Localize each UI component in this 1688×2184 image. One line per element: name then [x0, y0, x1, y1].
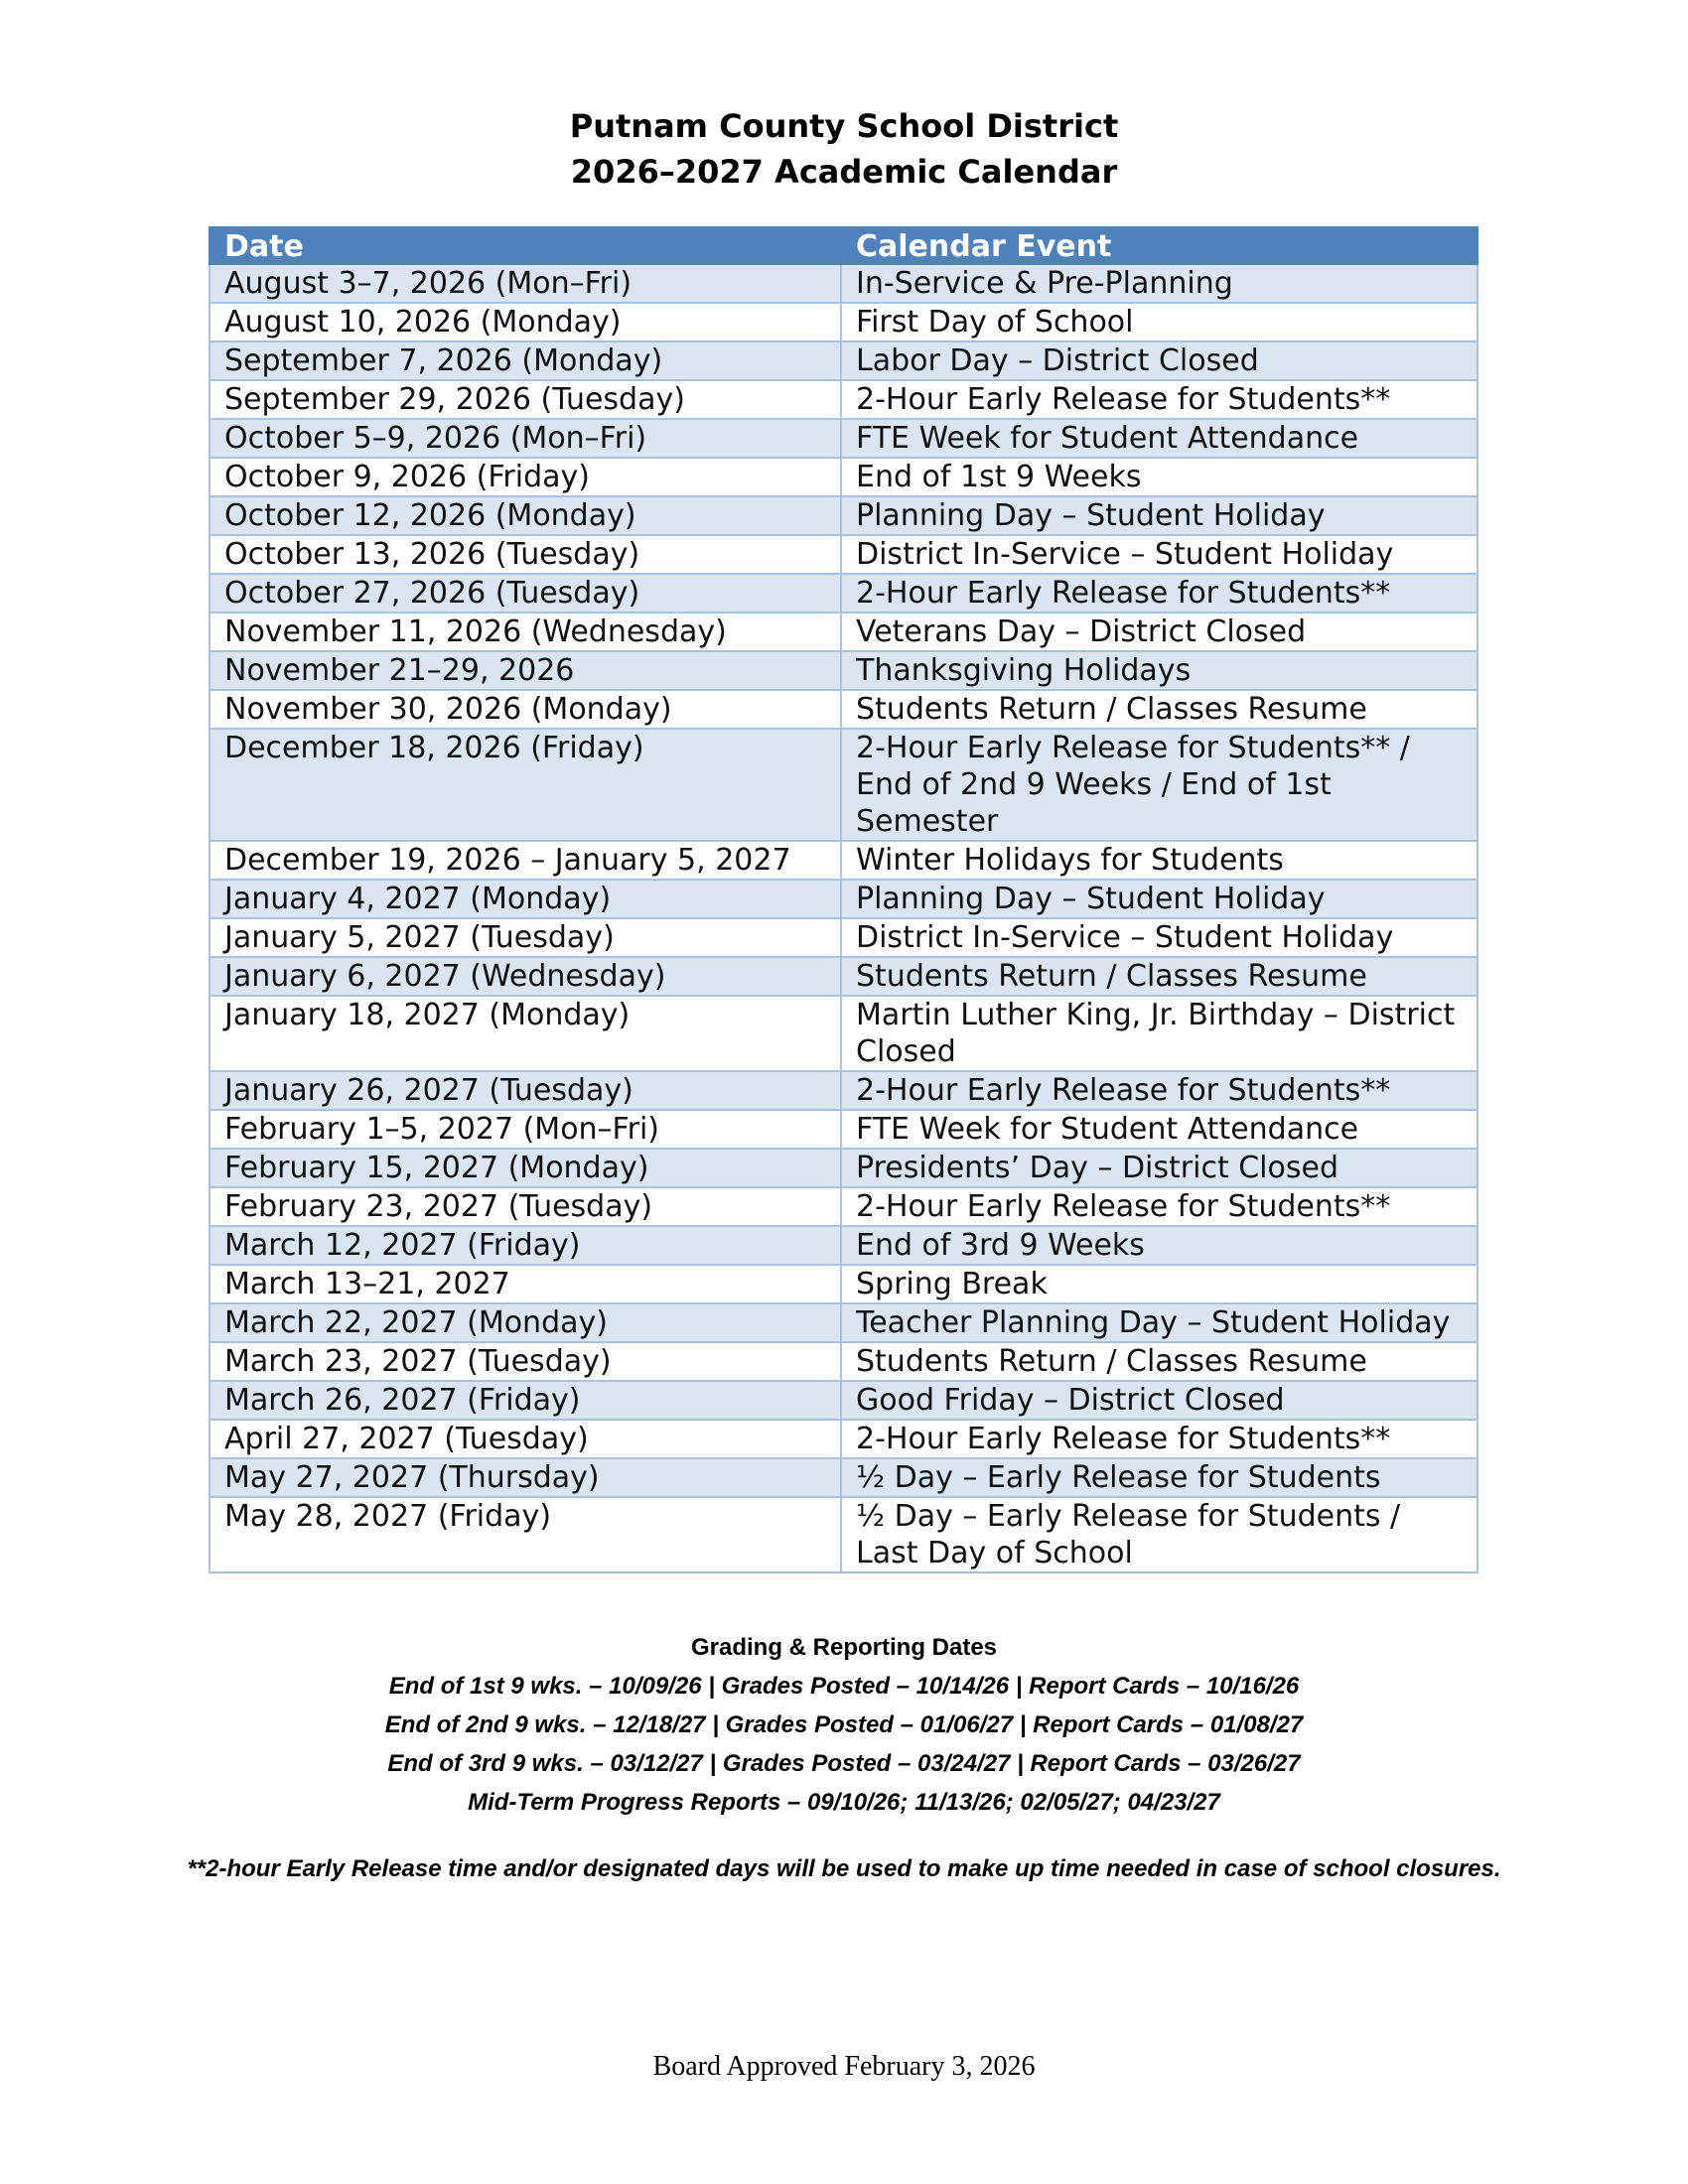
table-row — [210, 651, 1477, 690]
event-cell: In-Service & Pre-Planning — [841, 264, 1477, 303]
date-cell: October 12, 2026 (Monday) — [210, 496, 841, 535]
date-cell: April 27, 2027 (Tuesday) — [210, 1420, 841, 1458]
event-cell: Labor Day – District Closed — [841, 341, 1477, 380]
date-cell: January 18, 2027 (Monday) — [210, 996, 841, 1071]
event-cell: 2-Hour Early Release for Students** — [841, 1187, 1477, 1226]
date-cell: March 22, 2027 (Monday) — [210, 1303, 841, 1342]
table-row — [210, 1342, 1477, 1381]
table-row — [210, 341, 1477, 380]
date-cell: March 12, 2027 (Friday) — [210, 1226, 841, 1265]
date-cell: September 29, 2026 (Tuesday) — [210, 380, 841, 419]
grading-line: End of 3rd 9 wks. – 03/12/27 | Grades Posted – 03/24/27 | Report Cards – 03/26/27 — [387, 1750, 1301, 1777]
event-cell: Spring Break — [841, 1265, 1477, 1303]
date-cell: August 3–7, 2026 (Mon–Fri) — [210, 264, 841, 303]
date-cell: October 27, 2026 (Tuesday) — [210, 574, 841, 613]
event-cell: District In-Service – Student Holiday — [841, 535, 1477, 574]
table-row — [210, 303, 1477, 341]
table-header-row — [210, 227, 1477, 264]
date-cell: March 23, 2027 (Tuesday) — [210, 1342, 841, 1381]
grading-line: End of 2nd 9 wks. – 12/18/27 | Grades Posted – 01/06/27 | Report Cards – 01/08/27 — [384, 1711, 1304, 1738]
document-title — [0, 103, 1688, 195]
event-cell: Planning Day – Student Holiday — [841, 496, 1477, 535]
grading-title: Grading & Reporting Dates — [690, 1634, 998, 1661]
calendar-table-body — [210, 264, 1477, 1572]
event-cell: Thanksgiving Holidays — [841, 651, 1477, 690]
table-row — [210, 458, 1477, 496]
event-cell: Winter Holidays for Students — [841, 841, 1477, 880]
column-header-event: Calendar Event — [841, 227, 1477, 264]
calendar-table — [209, 226, 1478, 1573]
date-cell: January 26, 2027 (Tuesday) — [210, 1071, 841, 1110]
table-row — [210, 1226, 1477, 1265]
table-row — [210, 1149, 1477, 1187]
table-row — [210, 1303, 1477, 1342]
date-cell: February 23, 2027 (Tuesday) — [210, 1187, 841, 1226]
event-cell: ½ Day – Early Release for Students — [841, 1458, 1477, 1497]
date-cell: February 15, 2027 (Monday) — [210, 1149, 841, 1187]
table-row — [210, 535, 1477, 574]
table-row — [210, 729, 1477, 841]
table-row — [210, 1420, 1477, 1458]
date-cell: December 18, 2026 (Friday) — [210, 729, 841, 841]
table-row — [210, 1381, 1477, 1420]
table-row — [210, 1497, 1477, 1572]
date-cell: May 28, 2027 (Friday) — [210, 1497, 841, 1572]
date-cell: December 19, 2026 – January 5, 2027 — [210, 841, 841, 880]
early-release-footnote: **2-hour Early Release time and/or designated days will be used to make up time needed in case of school closures. — [187, 1855, 1501, 1882]
event-cell: End of 1st 9 Weeks — [841, 458, 1477, 496]
date-cell: November 11, 2026 (Wednesday) — [210, 613, 841, 651]
date-cell: October 5–9, 2026 (Mon–Fri) — [210, 419, 841, 458]
event-cell: Students Return / Classes Resume — [841, 1342, 1477, 1381]
event-cell: End of 3rd 9 Weeks — [841, 1226, 1477, 1265]
table-row — [210, 613, 1477, 651]
table-row — [210, 918, 1477, 957]
table-row — [210, 1071, 1477, 1110]
event-cell: 2-Hour Early Release for Students** — [841, 574, 1477, 613]
date-cell: November 30, 2026 (Monday) — [210, 690, 841, 729]
event-cell: Teacher Planning Day – Student Holiday — [841, 1303, 1477, 1342]
event-cell: Planning Day – Student Holiday — [841, 880, 1477, 918]
date-cell: September 7, 2026 (Monday) — [210, 341, 841, 380]
event-cell: First Day of School — [841, 303, 1477, 341]
event-cell: Students Return / Classes Resume — [841, 690, 1477, 729]
event-cell: FTE Week for Student Attendance — [841, 1110, 1477, 1149]
date-cell: January 5, 2027 (Tuesday) — [210, 918, 841, 957]
date-cell: February 1–5, 2027 (Mon–Fri) — [210, 1110, 841, 1149]
event-cell: Veterans Day – District Closed — [841, 613, 1477, 651]
table-row — [210, 1265, 1477, 1303]
event-cell: 2-Hour Early Release for Students** / End of 2nd 9 Weeks / End of 1st Semester — [841, 729, 1477, 841]
date-cell: October 13, 2026 (Tuesday) — [210, 535, 841, 574]
date-cell: January 6, 2027 (Wednesday) — [210, 957, 841, 996]
date-cell: March 26, 2027 (Friday) — [210, 1381, 841, 1420]
table-row — [210, 496, 1477, 535]
grading-line: Mid-Term Progress Reports – 09/10/26; 11/13/26; 02/05/27; 04/23/27 — [468, 1789, 1220, 1816]
date-cell: January 4, 2027 (Monday) — [210, 880, 841, 918]
grading-line: End of 1st 9 wks. – 10/09/26 | Grades Posted – 10/14/26 | Report Cards – 10/16/26 — [388, 1673, 1300, 1700]
table-row — [210, 1458, 1477, 1497]
table-row — [210, 380, 1477, 419]
event-cell: Good Friday – District Closed — [841, 1381, 1477, 1420]
table-row — [210, 1187, 1477, 1226]
event-cell: Students Return / Classes Resume — [841, 957, 1477, 996]
calendar-title: 2026–2027 Academic Calendar — [570, 153, 1118, 191]
event-cell: ½ Day – Early Release for Students / Last Day of School — [841, 1497, 1477, 1572]
board-approval-note: Board Approved February 3, 2026 — [652, 2051, 1036, 2082]
table-row — [210, 574, 1477, 613]
table-row — [210, 880, 1477, 918]
table-row — [210, 957, 1477, 996]
date-cell: November 21–29, 2026 — [210, 651, 841, 690]
event-cell: 2-Hour Early Release for Students** — [841, 1420, 1477, 1458]
event-cell: Presidents’ Day – District Closed — [841, 1149, 1477, 1187]
date-cell: August 10, 2026 (Monday) — [210, 303, 841, 341]
table-row — [210, 841, 1477, 880]
date-cell: March 13–21, 2027 — [210, 1265, 841, 1303]
grading-section — [0, 1628, 1688, 1822]
table-row — [210, 1110, 1477, 1149]
table-row — [210, 419, 1477, 458]
event-cell: Martin Luther King, Jr. Birthday – District Closed — [841, 996, 1477, 1071]
event-cell: 2-Hour Early Release for Students** — [841, 1071, 1477, 1110]
event-cell: 2-Hour Early Release for Students** — [841, 380, 1477, 419]
date-cell: October 9, 2026 (Friday) — [210, 458, 841, 496]
table-row — [210, 690, 1477, 729]
district-name: Putnam County School District — [569, 107, 1119, 145]
date-cell: May 27, 2027 (Thursday) — [210, 1458, 841, 1497]
event-cell: FTE Week for Student Attendance — [841, 419, 1477, 458]
event-cell: District In-Service – Student Holiday — [841, 918, 1477, 957]
table-row — [210, 264, 1477, 303]
table-row — [210, 996, 1477, 1071]
column-header-date: Date — [210, 227, 841, 264]
